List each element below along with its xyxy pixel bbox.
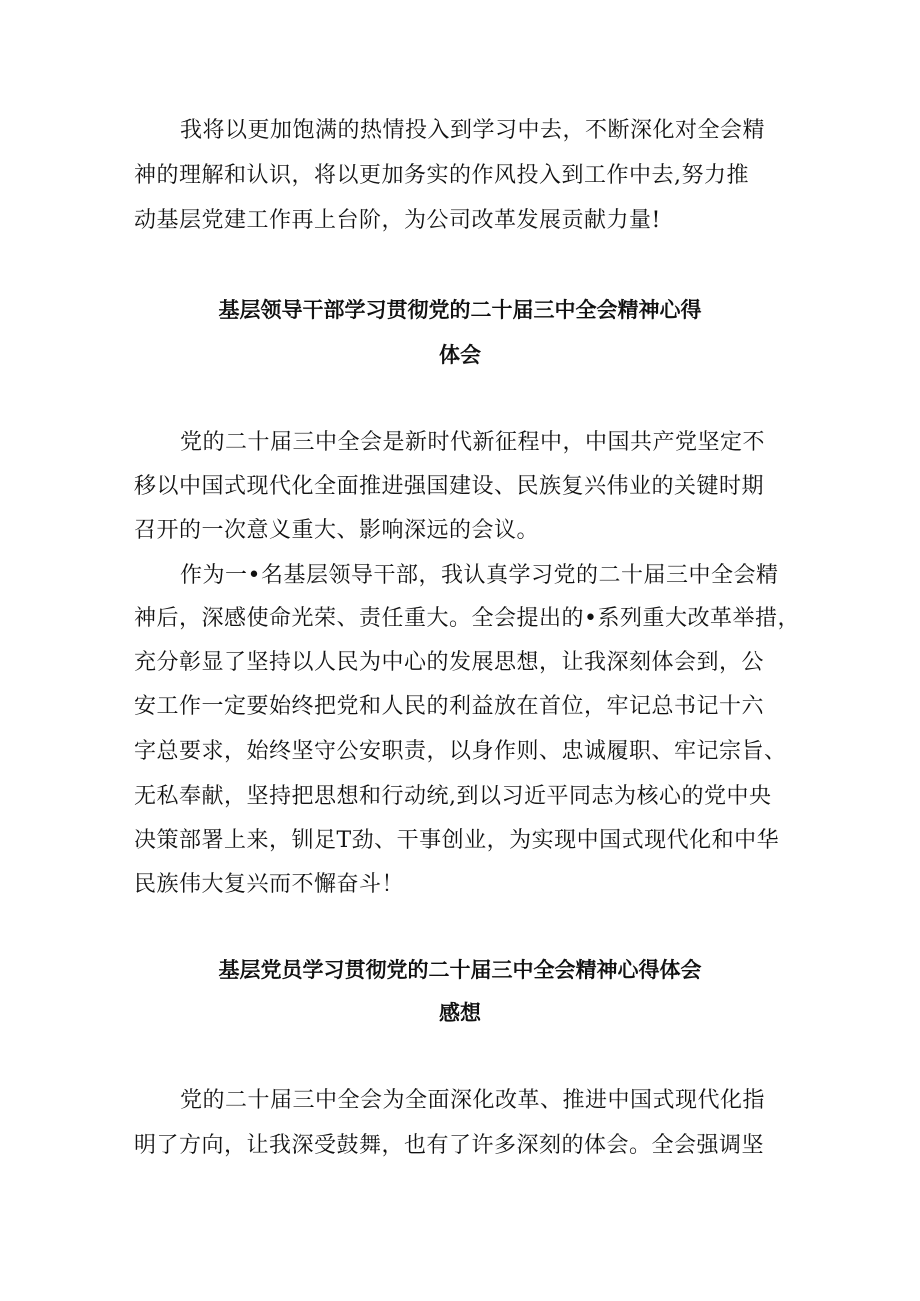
paragraph-line: 充分彰显了坚持以人民为中心的发展思想，让我深刻体会到，公 [134,650,765,675]
paragraph-line: 召开的一次意义重大、影响深远的会议。 [134,518,540,543]
section-title-line: 体会 [439,343,481,367]
paragraph-line: 移以中国式现代化全面推进强国建设、民族复兴伟业的关键时期 [134,474,765,499]
paragraph-line: 神的理解和认识，将以更加务实的作风投入到工作中去,努力推 [134,163,749,188]
section-title-line: 基层领导干部学习贯彻党的二十届三中全会精神心得 [218,298,702,322]
paragraph-line: 无私奉献，坚持把思想和行动统,到以习近平同志为核心的党中央 [134,784,772,809]
paragraph-line: 作为一•名基层领导干部，我认真学习党的二十届三中全会精 [180,563,779,588]
paragraph-line: 民族伟大复兴而不懈奋斗！ [134,872,405,897]
section-title-line: 感想 [439,1001,481,1025]
paragraph-line: 神后，深感使命光荣、责任重大。全会提出的•系列重大改革举措， [134,606,800,631]
paragraph-line: 党的二十届三中全会是新时代新征程中，中国共产党坚定不 [180,430,766,455]
paragraph-line: 安工作一定要始终把党和人民的利益放在首位，牢记总书记十六 [134,694,765,719]
paragraph-line: 党的二十届三中全会为全面深化改革、推进中国式现代化指 [180,1088,766,1113]
paragraph-line: 动基层党建工作再上台阶，为公司改革发展贡献力量! [134,208,661,233]
paragraph-line: 明了方向，让我深受鼓舞，也有了许多深刻的体会。全会强调坚 [134,1133,765,1158]
paragraph-line: 字总要求，始终坚守公安职责，以身作则、忠诚履职、牢记宗旨、 [134,739,787,764]
paragraph-line: 我将以更加饱满的热情投入到学习中去，不断深化对全会精 [180,118,766,143]
paragraph-line: 决策部署上来，钏足T劲、干事创业，为实现中国式现代化和中华 [134,828,780,853]
section-title-line: 基层党员学习贯彻党的二十届三中全会精神心得体会 [218,958,702,982]
